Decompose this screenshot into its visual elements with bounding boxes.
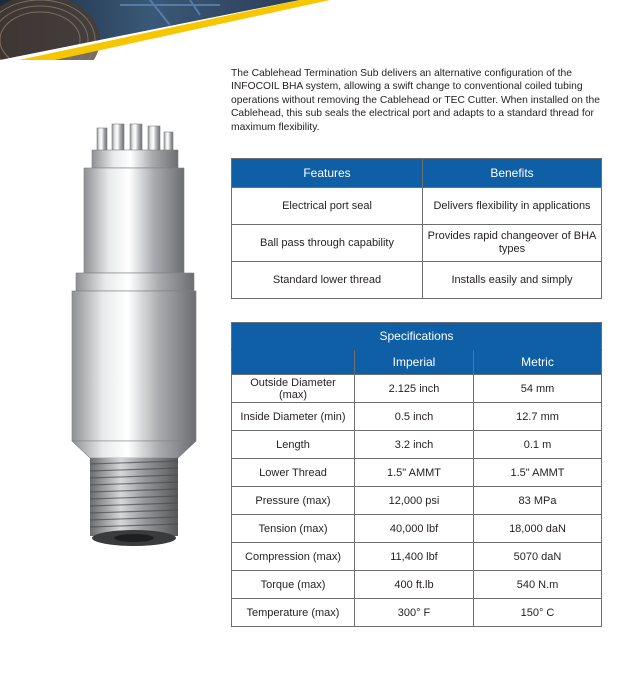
intro-paragraph: The Cablehead Termination Sub delivers an alternative configuration of the INFOCOIL BHA system, allowing a swift change to conventional coiled tubing operations without removing the Cablehead or TEC Cutter. When installed on the Cablehead, this sub seals the electrical port and adapts to a standard thread for maximum flexibility.	[231, 68, 600, 133]
table-row	[232, 262, 602, 299]
imperial-value-cell: 1.5" AMMT	[355, 459, 474, 487]
metric-header: Metric	[474, 350, 602, 375]
spec-label-cell: Torque (max)	[232, 571, 355, 599]
metric-value-cell: 5070 daN	[474, 543, 602, 571]
specifications-title: Specifications	[232, 323, 602, 350]
spec-label-cell: Inside Diameter (min)	[232, 403, 355, 431]
imperial-value-cell: 2.125 inch	[355, 375, 474, 403]
table-row	[232, 375, 602, 403]
imperial-value-cell: 11,400 lbf	[355, 543, 474, 571]
spec-label-cell: Outside Diameter (max)	[232, 375, 355, 403]
imperial-header: Imperial	[355, 350, 474, 375]
table-row	[232, 459, 602, 487]
benefit-cell: Provides rapid changeover of BHA types	[423, 225, 602, 262]
benefit-cell: Delivers flexibility in applications	[423, 188, 602, 225]
metric-value-cell: 150° C	[474, 599, 602, 627]
spec-label-cell: Temperature (max)	[232, 599, 355, 627]
cablehead-termination-sub-image	[60, 118, 210, 558]
spec-label-cell: Compression (max)	[232, 543, 355, 571]
table-row	[232, 487, 602, 515]
metric-value-cell: 0.1 m	[474, 431, 602, 459]
spec-label-cell: Pressure (max)	[232, 487, 355, 515]
feature-cell: Ball pass through capability	[232, 225, 423, 262]
header-photo-banner	[0, 0, 638, 60]
table-row	[232, 543, 602, 571]
metric-value-cell: 54 mm	[474, 375, 602, 403]
table-row	[232, 403, 602, 431]
feature-cell: Electrical port seal	[232, 188, 423, 225]
features-header: Features	[232, 159, 423, 188]
metric-value-cell: 540 N.m	[474, 571, 602, 599]
benefit-cell: Installs easily and simply	[423, 262, 602, 299]
metric-value-cell: 18,000 daN	[474, 515, 602, 543]
specifications-body	[232, 375, 602, 627]
spec-label-cell: Tension (max)	[232, 515, 355, 543]
spec-label-cell: Lower Thread	[232, 459, 355, 487]
imperial-value-cell: 40,000 lbf	[355, 515, 474, 543]
imperial-value-cell: 12,000 psi	[355, 487, 474, 515]
table-row	[232, 515, 602, 543]
metric-value-cell: 12.7 mm	[474, 403, 602, 431]
benefits-header: Benefits	[423, 159, 602, 188]
imperial-value-cell: 0.5 inch	[355, 403, 474, 431]
table-row	[232, 599, 602, 627]
table-row	[232, 225, 602, 262]
spec-label-cell: Length	[232, 431, 355, 459]
feature-cell: Standard lower thread	[232, 262, 423, 299]
table-row	[232, 188, 602, 225]
specifications-table	[231, 322, 602, 627]
imperial-value-cell: 3.2 inch	[355, 431, 474, 459]
blank-header	[232, 350, 355, 375]
table-row	[232, 431, 602, 459]
features-benefits-table	[231, 158, 602, 299]
imperial-value-cell: 300° F	[355, 599, 474, 627]
metric-value-cell: 83 MPa	[474, 487, 602, 515]
imperial-value-cell: 400 ft.lb	[355, 571, 474, 599]
metric-value-cell: 1.5" AMMT	[474, 459, 602, 487]
table-row	[232, 571, 602, 599]
banner-graphic	[0, 0, 638, 60]
